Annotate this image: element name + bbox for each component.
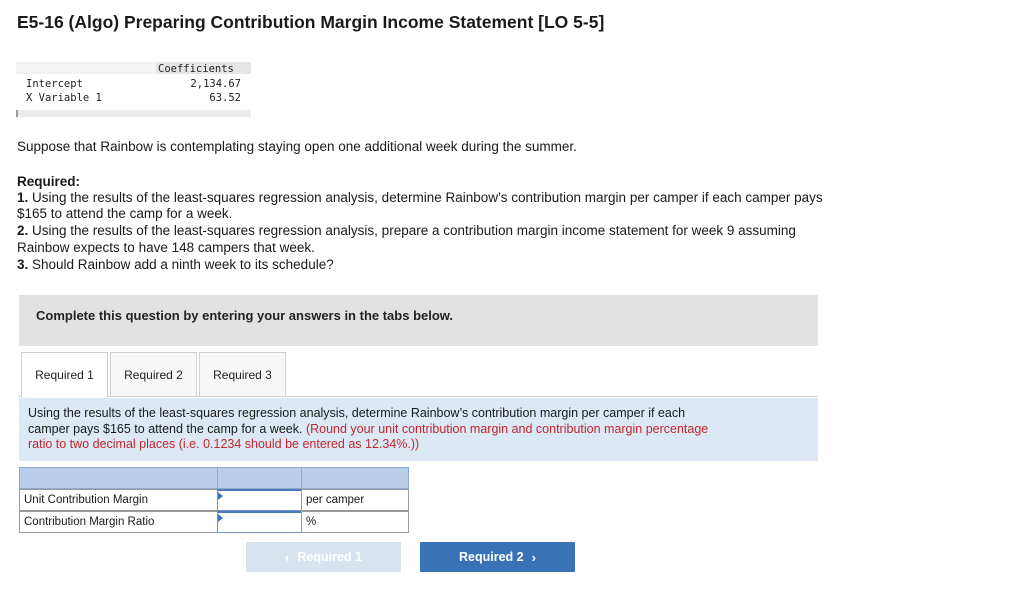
next-button-label: Required 2 — [459, 550, 524, 564]
chevron-left-icon: ‹ — [285, 549, 290, 565]
prev-button-label: Required 1 — [297, 550, 362, 564]
required-item-2: 2. Using the results of the least-squares regression analysis, prepare a contribution margin income statement for week 9 assuming — [17, 223, 796, 238]
required-item-2-cont: Rainbow expects to have 148 campers that week. — [17, 240, 315, 255]
header-cell-value — [217, 467, 302, 489]
next-required-button[interactable] — [420, 542, 575, 572]
page-title: E5-16 (Algo) Preparing Contribution Margin Income Statement [LO 5-5] — [17, 12, 605, 32]
chevron-right-icon: › — [531, 549, 536, 565]
complete-question-text: Complete this question by entering your answers in the tabs below. — [36, 308, 454, 323]
cm-ratio-label: Contribution Margin Ratio — [19, 511, 218, 533]
instruction-panel — [19, 398, 818, 461]
tab-required-2[interactable]: Required 2 — [110, 352, 197, 397]
input-marker-icon — [218, 492, 223, 500]
regression-output-table — [16, 62, 251, 117]
tab-required-1[interactable]: Required 1 — [21, 352, 108, 398]
unit-cm-label: Unit Contribution Margin — [19, 489, 218, 511]
unit-cm-unit: per camper — [301, 489, 409, 511]
instruction-line-1: Using the results of the least-squares regression analysis, determine Rainbow’s contribution margin per camper if each — [28, 406, 686, 420]
intercept-value: 2,134.67 — [190, 78, 241, 90]
instruction-line-3: ratio to two decimal places (i.e. 0.1234 should be entered as 12.34%.)) — [28, 437, 420, 451]
instruction-line-2: camper pays $165 to attend the camp for a week. (Round your unit contribution margin and contribution margin percentage — [28, 421, 709, 436]
unit-contribution-margin-input[interactable] — [217, 489, 302, 511]
intercept-label: Intercept — [26, 78, 83, 90]
required-heading: Required: — [17, 174, 81, 189]
required-item-1-cont: $165 to attend the camp for a week. — [17, 206, 233, 221]
complete-question-banner — [19, 295, 818, 346]
cm-ratio-unit: % — [301, 511, 409, 533]
regression-footer-strip — [16, 110, 251, 117]
prev-required-button[interactable] — [246, 542, 401, 572]
contribution-margin-ratio-input[interactable] — [217, 511, 302, 533]
x-variable-label: X Variable 1 — [26, 92, 102, 104]
header-cell-unit — [301, 467, 409, 489]
header-cell-label — [19, 467, 218, 489]
input-marker-icon — [218, 514, 223, 522]
scenario-text: Suppose that Rainbow is contemplating staying open one additional week during the summer. — [17, 139, 577, 154]
coefficients-header: Coefficients — [158, 63, 234, 75]
required-item-3: 3. Should Rainbow add a ninth week to its schedule? — [17, 257, 334, 272]
regression-header-blank — [16, 62, 156, 74]
tab-required-3[interactable]: Required 3 — [199, 352, 286, 397]
x-variable-value: 63.52 — [209, 92, 241, 104]
required-item-1: 1. Using the results of the least-squares regression analysis, determine Rainbow’s contribution margin per camper if each camper pays — [17, 190, 823, 205]
